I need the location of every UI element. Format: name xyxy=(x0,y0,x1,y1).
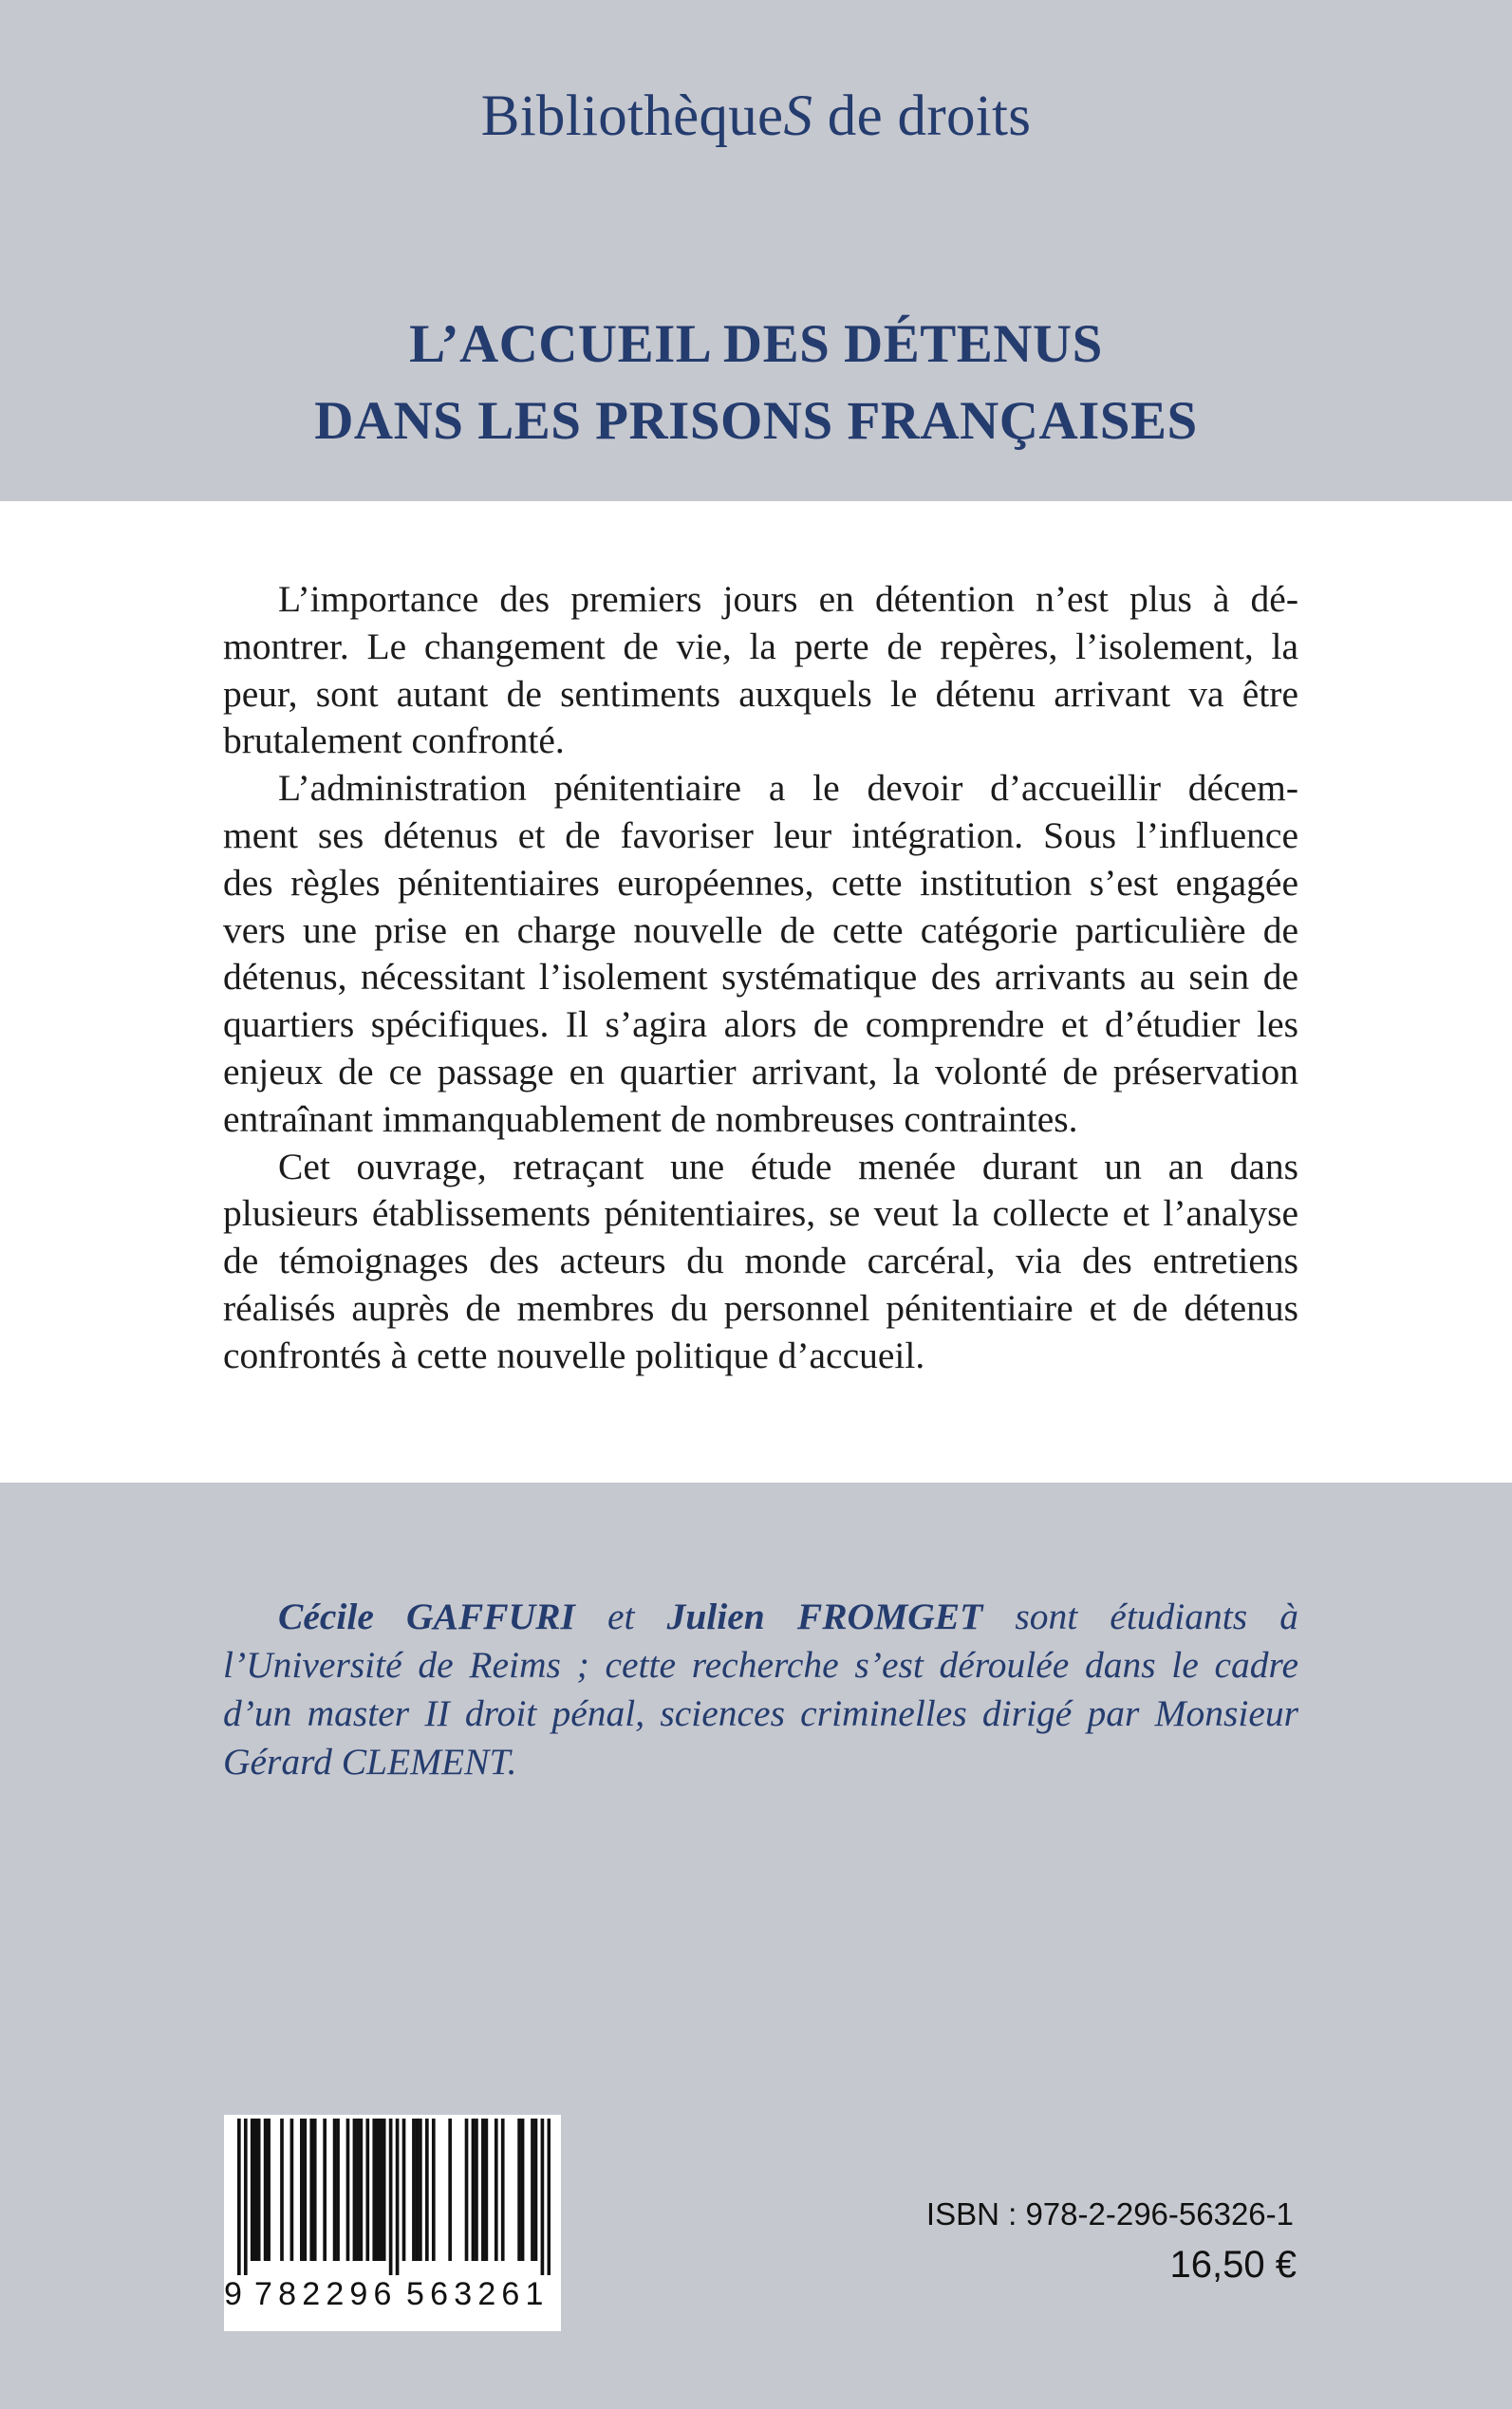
barcode-bar xyxy=(323,2119,327,2261)
bio-line-4: Gérard CLEMENT. xyxy=(223,1741,517,1783)
blurb-line: réalisés auprès de membres du personnel pénitentiaire et de détenus xyxy=(223,1286,1298,1329)
barcode-bar xyxy=(389,2119,393,2275)
barcode-bar xyxy=(521,2119,525,2261)
barcode-bar xyxy=(376,2119,380,2261)
barcode-bar xyxy=(448,2119,452,2261)
barcode-bar xyxy=(425,2119,429,2261)
barcode-bar xyxy=(517,2119,521,2261)
barcode-bars xyxy=(237,2119,551,2275)
blurb-line: vers une prise en charge nouvelle de cette catégorie particulière de xyxy=(223,908,1298,951)
isbn: ISBN : 978-2-296-56326-1 xyxy=(925,2196,1294,2232)
blurb-line: L’importance des premiers jours en détention n’est plus à dé- xyxy=(278,578,1298,620)
bio-and: et xyxy=(574,1596,667,1637)
blurb-line: entraînant immanquablement de nombreuses contraintes. xyxy=(223,1097,1078,1140)
barcode-bar xyxy=(257,2119,261,2261)
barcode-bar xyxy=(501,2119,505,2261)
blurb-line: Cet ouvrage, retraçant une étude menée durant un an dans xyxy=(278,1145,1298,1187)
barcode-bar xyxy=(481,2119,485,2261)
barcode-group-1: 782296 xyxy=(254,2276,398,2312)
barcode-bar xyxy=(336,2119,340,2261)
barcode-digit-first: 9 xyxy=(224,2276,249,2312)
blurb-line: de témoignages des acteurs du monde carcéral, via des entretiens xyxy=(223,1240,1298,1282)
barcode-bar xyxy=(244,2119,248,2275)
blurb-line: montrer. Le changement de vie, la perte de repères, l’isolement, la xyxy=(223,625,1298,667)
barcode-bar xyxy=(475,2119,478,2261)
barcode-bar xyxy=(432,2119,436,2261)
blurb-line: enjeux de ce passage en quartier arrivant, la volonté de préservation xyxy=(223,1050,1298,1092)
barcode-bar xyxy=(264,2119,268,2261)
barcode-bar xyxy=(383,2119,386,2261)
title-line-2: DANS LES PRISONS FRANÇAISES xyxy=(314,391,1198,451)
barcode-bar xyxy=(290,2119,294,2261)
barcode-bar xyxy=(365,2119,369,2261)
blurb-text xyxy=(223,576,1298,1380)
barcode-group-2: 563261 xyxy=(406,2276,550,2312)
barcode-bar xyxy=(300,2119,304,2261)
blurb-line: confrontés à cette nouvelle politique d’accueil. xyxy=(223,1334,925,1376)
blurb-line: ment ses détenus et de favoriser leur intégration. Sous l’influence xyxy=(223,813,1298,856)
blurb-line: détenus, nécessitant l’isolement systématique des arrivants au sein de xyxy=(223,956,1298,999)
barcode-bar xyxy=(309,2119,313,2261)
bio-line-2: l’Université de Reims ; cette recherche s’est déroulée dans le cadre xyxy=(223,1644,1298,1686)
barcode-bar xyxy=(485,2119,489,2261)
price: 16,50 € xyxy=(1169,2244,1297,2286)
series-part1: Bibliothèque xyxy=(480,84,784,148)
blurb-line: brutalement confronté. xyxy=(223,719,565,762)
author-1: Cécile GAFFURI xyxy=(278,1596,575,1637)
book-title xyxy=(0,306,1512,459)
barcode-bar xyxy=(267,2119,271,2261)
barcode-bar xyxy=(253,2119,257,2261)
barcode-bar xyxy=(333,2119,337,2261)
barcode-bar xyxy=(412,2119,416,2261)
barcode-bar xyxy=(237,2119,241,2275)
blurb-line: des règles pénitentiaires européennes, cette institution s’est engagée xyxy=(223,861,1298,904)
barcode-bar xyxy=(419,2119,422,2261)
barcode-bar xyxy=(495,2119,498,2261)
barcode-bar xyxy=(416,2119,420,2261)
barcode-bar xyxy=(313,2119,317,2261)
series-part2: S xyxy=(783,84,813,148)
blurb-line: peur, sont autant de sentiments auxquels le détenu arrivant va être xyxy=(223,672,1298,715)
barcode-bar xyxy=(472,2119,476,2261)
barcode-bar xyxy=(356,2119,360,2261)
barcode-bar xyxy=(541,2119,545,2275)
bio-line-1-rest: sont étudiants à xyxy=(982,1596,1298,1637)
blurb-line: L’administration pénitentiaire a le devoir d’accueillir décem- xyxy=(278,767,1298,810)
barcode-bar xyxy=(531,2119,534,2261)
barcode-bar xyxy=(372,2119,376,2261)
blurb-line: quartiers spécifiques. Il s’agira alors de comprendre et d’étudier les xyxy=(223,1003,1298,1046)
author-bio xyxy=(223,1593,1298,1786)
barcode-bar xyxy=(303,2119,307,2261)
barcode-bar xyxy=(465,2119,469,2261)
barcode-bar xyxy=(396,2119,400,2275)
barcode-bar xyxy=(280,2119,284,2261)
series-part3: de droits xyxy=(812,84,1032,148)
blurb-line: plusieurs établissements pénitentiaires, se veut la collecte et l’analyse xyxy=(223,1192,1298,1235)
barcode-bar xyxy=(251,2119,254,2261)
barcode-bar xyxy=(548,2119,551,2275)
barcode-bar xyxy=(534,2119,538,2261)
barcode-bar xyxy=(353,2119,357,2261)
series-name xyxy=(0,84,1512,150)
bio-line-3: d’un master II droit pénal, sciences criminelles dirigé par Monsieur xyxy=(223,1692,1298,1734)
barcode-bar xyxy=(402,2119,406,2261)
title-line-1: L’ACCUEIL DES DÉTENUS xyxy=(409,314,1103,374)
bio-line-1 xyxy=(223,1593,1298,1641)
author-2: Julien FROMGET xyxy=(666,1596,983,1637)
barcode-bar xyxy=(379,2119,383,2261)
barcode-bar xyxy=(346,2119,350,2261)
barcode-bar xyxy=(360,2119,364,2261)
